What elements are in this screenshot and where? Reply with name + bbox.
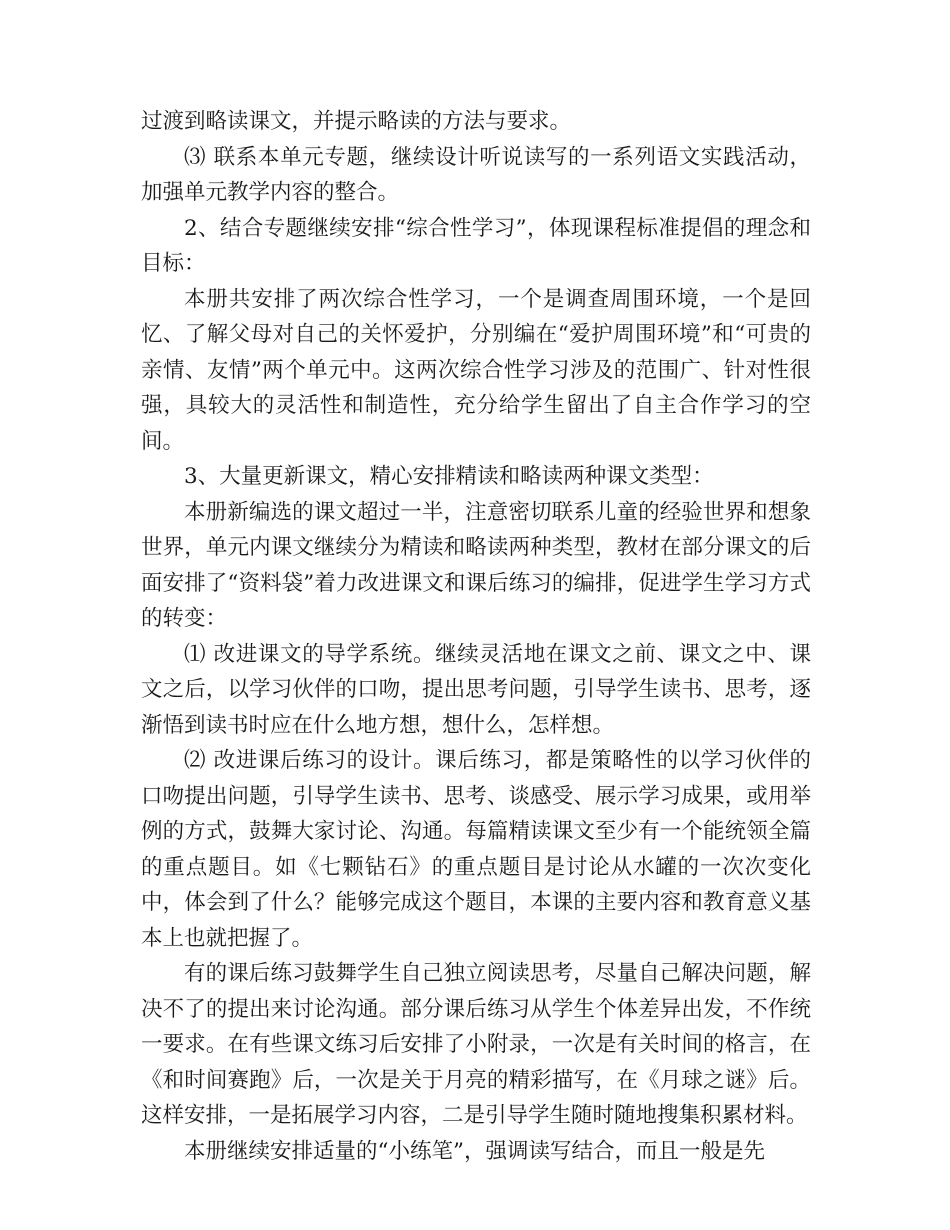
paragraph: 本册共安排了两次综合性学习，一个是调查周围环境，一个是回忆、了解父母对自己的关怀爱护，分别编在“爱护周围环境”和“可贵的亲情、友情”两个单元中。这两次综合性学习涉及的范围广、针对性很强，具较大的灵活性和制造性，充分给学生留出了自主合作学习的空间。 xyxy=(141,286,811,454)
paragraph: 2、结合专题继续安排“综合性学习”，体现课程标准提倡的理念和目标： xyxy=(141,215,811,276)
paragraph: ⑵ 改进课后练习的设计。课后练习，都是策略性的以学习伙伴的口吻提出问题，引导学生读书、思考、谈感受、展示学习成果，或用举例的方式，鼓舞大家讨论、沟通。每篇精读课文至少有一个能统领全篇的重点题目。如《七颗钻石》的重点题目是讨论从水罐的一次次变化中，体会到了什么？能够完成这个题目，本课的主要内容和教育意义基本上也就把握了。 xyxy=(141,748,811,951)
body-text xyxy=(141,104,811,1169)
paragraph: 3、大量更新课文，精心安排精读和略读两种课文类型： xyxy=(184,464,714,489)
paragraph: ⑶ 联系本单元专题，继续设计听说读写的一系列语文实践活动，加强单元教学内容的整合。 xyxy=(141,144,811,205)
paragraph: 本册继续安排适量的“小练笔”，强调读写结合，而且一般是先 xyxy=(184,1138,765,1164)
paragraph: ⑴ 改进课文的导学系统。继续灵活地在课文之前、课文之中、课文之后，以学习伙伴的口吻，提出思考问题，引导学生读书、思考，逐渐悟到读书时应在什么地方想，想什么，怎样想。 xyxy=(141,641,811,738)
paragraph: 过渡到略读课文，并提示略读的方法与要求。 xyxy=(141,109,572,134)
paragraph: 有的课后练习鼓舞学生自己独立阅读思考，尽量自己解决问题，解决不了的提出来讨论沟通。部分课后练习从学生个体差异出发，不作统一要求。在有些课文练习后安排了小附录，一次是有关时间的格言，在《和时间赛跑》后，一次是关于月亮的精彩描写，在《月球之谜》后。这样安排，一是拓展学习内容，二是引导学生随时随地搜集积累材料。 xyxy=(141,961,811,1128)
paragraph: 本册新编选的课文超过一半，注意密切联系儿童的经验世界和想象世界，单元内课文继续分为精读和略读两种类型，教材在部分课文的后面安排了“资料袋”着力改进课文和课后练习的编排，促进学生学习方式的转变： xyxy=(141,499,811,631)
